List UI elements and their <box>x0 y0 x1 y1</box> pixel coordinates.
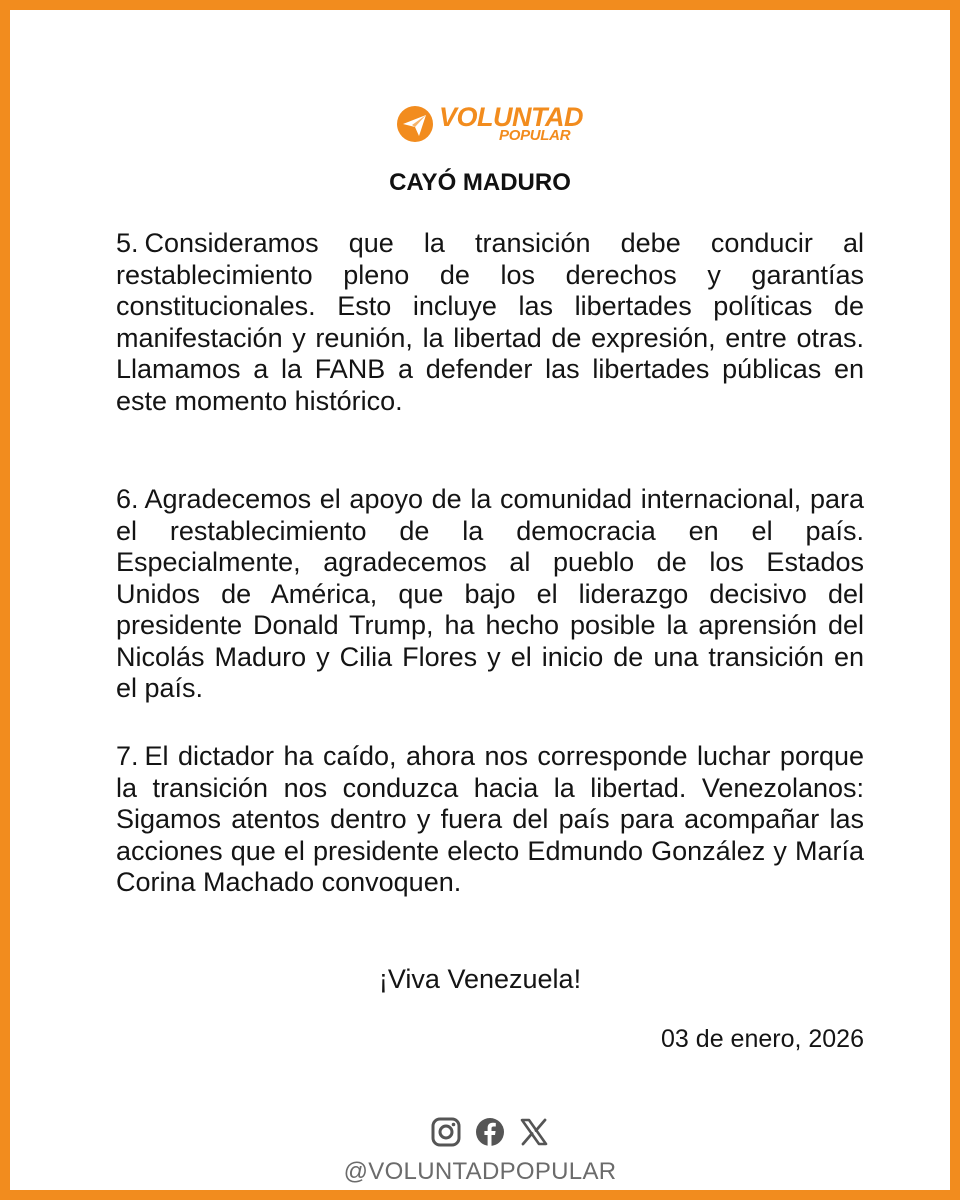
paragraph-7 <box>116 741 864 899</box>
voluntad-popular-logo <box>395 102 595 146</box>
instagram-icon[interactable] <box>430 1116 462 1148</box>
paragraph-text: Agradecemos el apoyo de la comunidad internacional, para el restablecimiento de la democracia en el país. Especialmente, agradecemos al pueblo de los Estados Unidos de América, que bajo el liderazgo decisivo del presidente Donald Trump, ha hecho posible la aprensión del Nicolás Maduro y Cilia Flores y el inicio de una transición en el país. <box>116 484 864 703</box>
paragraph-number: 7. <box>116 741 139 771</box>
paragraph-text: Consideramos que la transición debe conducir al restablecimiento pleno de los derechos y garantías constitucionales. Esto incluye las libertades políticas de manifestación y reunión, la libertad de expresión, entre otras. Llamamos a la FANB a defender las libertades públicas en este momento histórico. <box>116 228 864 416</box>
x-icon[interactable] <box>518 1116 550 1148</box>
logo-text-popular: POPULAR <box>499 127 571 144</box>
paragraph-text: El dictador ha caído, ahora nos corresponde luchar porque la transición nos conduzca hacia la libertad. Venezolanos: Sigamos atentos dentro y fuera del país para acompañar las acciones que el presidente electo Edmundo González y María Corina Machado convoquen. <box>116 741 864 897</box>
paragraph-number: 5. <box>116 228 139 258</box>
logo-text-voluntad: VOLUNTAD <box>439 102 583 132</box>
paper-plane-icon <box>395 104 435 144</box>
paragraph-number: 6. <box>116 484 139 514</box>
statement-date: 03 de enero, 2026 <box>661 1025 864 1053</box>
paragraph-5 <box>116 228 864 417</box>
social-handle[interactable]: @VOLUNTADPOPULAR <box>343 1158 617 1185</box>
facebook-icon[interactable] <box>474 1116 506 1148</box>
page-title: CAYÓ MADURO <box>389 169 571 196</box>
paragraph-6 <box>116 484 864 705</box>
statement-page <box>10 10 950 1190</box>
closing-slogan: ¡Viva Venezuela! <box>378 964 582 994</box>
social-icons <box>430 1116 550 1150</box>
